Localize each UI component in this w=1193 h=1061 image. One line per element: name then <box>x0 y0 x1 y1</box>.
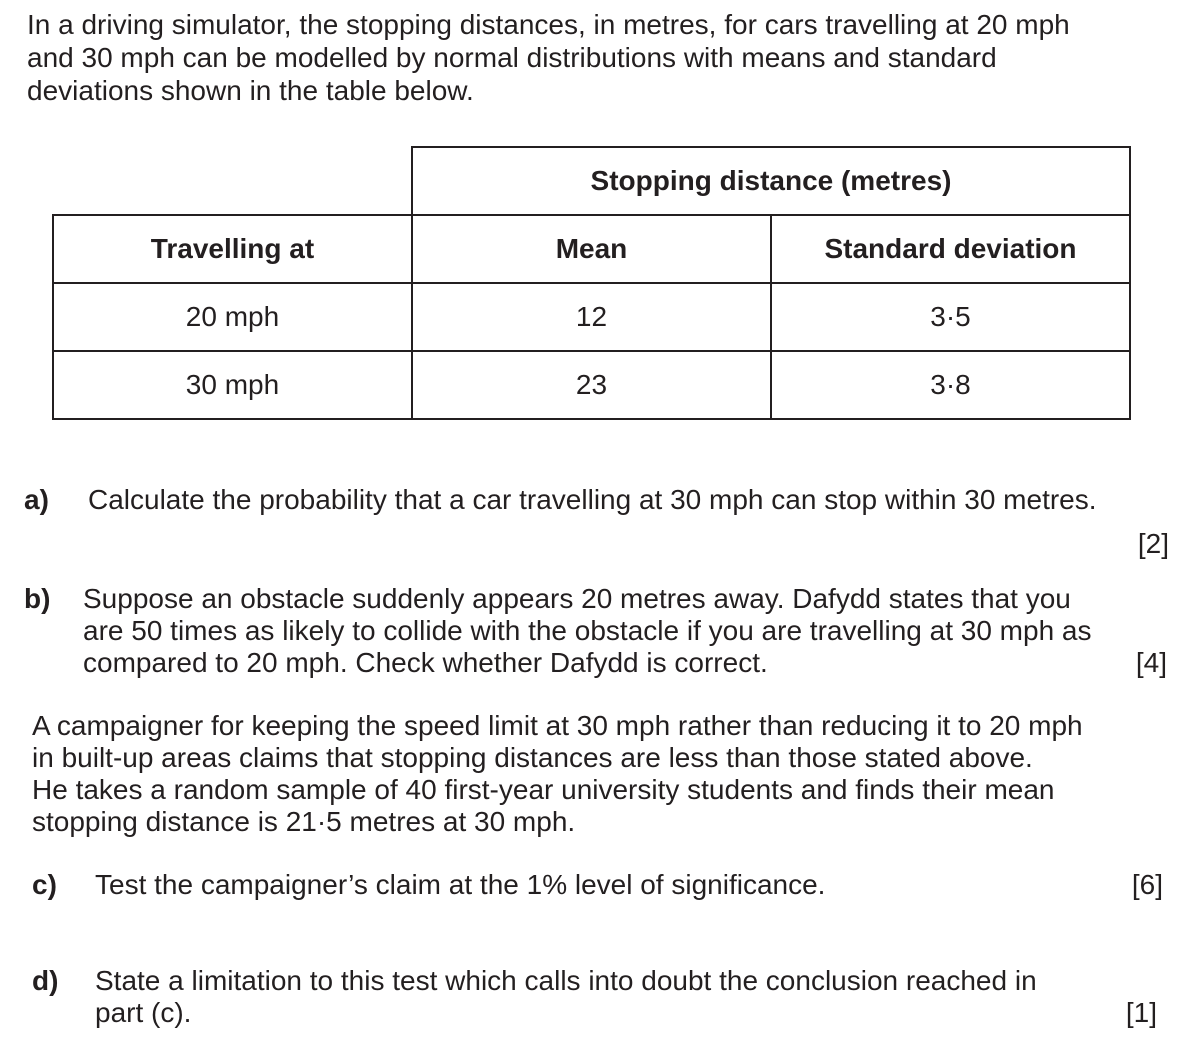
question-a <box>24 484 1174 516</box>
campaigner-line-3: He takes a random sample of 40 first-year university students and finds their mean <box>32 774 1055 805</box>
question-b <box>24 583 1174 679</box>
question-d-line-2: part (c). <box>95 997 192 1028</box>
question-a-text <box>88 484 1174 516</box>
table-cell-mean: 12 <box>412 283 771 351</box>
question-b-line-1: Suppose an obstacle suddenly appears 20 metres away. Dafydd states that you <box>83 583 1071 614</box>
table-header-row <box>53 215 1130 283</box>
question-c-line-1: Test the campaigner’s claim at the 1% level of significance. <box>95 869 826 900</box>
table-cell-sd: 3·5 <box>771 283 1130 351</box>
campaigner-paragraph <box>32 710 1172 838</box>
question-d-text <box>95 965 1172 1029</box>
column-header-travelling-at: Travelling at <box>53 215 412 283</box>
table-cell-sd: 3·8 <box>771 351 1130 419</box>
question-c <box>32 869 1172 901</box>
table-cell-mean: 23 <box>412 351 771 419</box>
question-a-line-1: Calculate the probability that a car travelling at 30 mph can stop within 30 metres. <box>88 484 1097 515</box>
question-c-label: c) <box>32 869 57 900</box>
intro-paragraph <box>27 8 1177 107</box>
question-d-marks: [1] <box>1125 997 1157 1028</box>
question-a-label: a) <box>24 484 49 515</box>
table-cell-speed: 20 mph <box>53 283 412 351</box>
table-empty-corner <box>53 147 412 215</box>
campaigner-text <box>32 710 1172 838</box>
table-row <box>53 283 1130 351</box>
question-b-text <box>83 583 1174 679</box>
question-c-text <box>95 869 1172 901</box>
question-a-marks: [2] <box>1137 528 1169 559</box>
table-group-header-row <box>53 147 1130 215</box>
stopping-distance-table <box>52 146 1131 420</box>
column-header-mean: Mean <box>412 215 771 283</box>
question-b-line-2: are 50 times as likely to collide with the obstacle if you are travelling at 30 mph as <box>83 615 1092 646</box>
table-group-header: Stopping distance (metres) <box>412 147 1130 215</box>
question-d-line-1: State a limitation to this test which calls into doubt the conclusion reached in <box>95 965 1037 996</box>
intro-line-2: and 30 mph can be modelled by normal distributions with means and standard <box>27 42 997 73</box>
question-b-line-3: compared to 20 mph. Check whether Dafydd is correct. <box>83 647 768 678</box>
campaigner-line-4: stopping distance is 21·5 metres at 30 mph. <box>32 806 576 837</box>
table-cell-speed: 30 mph <box>53 351 412 419</box>
campaigner-line-2: in built-up areas claims that stopping distances are less than those stated above. <box>32 742 1033 773</box>
column-header-standard-deviation: Standard deviation <box>771 215 1130 283</box>
table-row <box>53 351 1130 419</box>
question-d <box>32 965 1172 1029</box>
question-b-label: b) <box>24 583 51 614</box>
campaigner-line-1: A campaigner for keeping the speed limit at 30 mph rather than reducing it to 20 mph <box>32 710 1083 741</box>
intro-line-3: deviations shown in the table below. <box>27 75 474 106</box>
intro-line-1: In a driving simulator, the stopping distances, in metres, for cars travelling at 20 mph <box>27 9 1070 40</box>
question-d-label: d) <box>32 965 59 996</box>
question-c-marks: [6] <box>1131 869 1163 900</box>
question-b-marks: [4] <box>1135 647 1167 678</box>
